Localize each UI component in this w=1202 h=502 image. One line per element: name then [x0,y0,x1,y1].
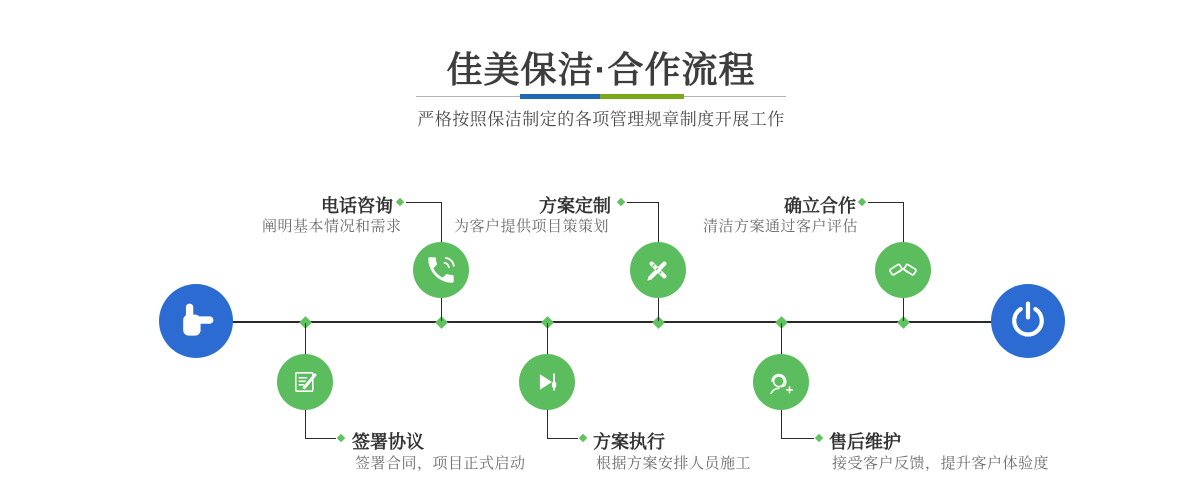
step-node-design [630,242,686,298]
step-desc: 签署合同，项目正式启动 [355,455,526,472]
connector-line [406,202,441,203]
step-title: 电话咨询 [321,196,393,216]
step-node-phone [413,242,469,298]
step-desc: 阐明基本情况和需求 [262,218,402,235]
step-title: 签署协议 [352,432,424,452]
connector-line [868,202,903,203]
handshake-icon [886,253,920,287]
step-title: 售后维护 [829,432,901,452]
page-subtitle: 严格按照保洁制定的各项管理规章制度开展工作 [417,110,785,129]
step-title: 方案执行 [593,432,665,452]
step-node-execute [519,354,575,410]
connector-line [305,438,336,439]
label-diamond [858,198,866,206]
step-desc: 根据方案安排人员施工 [596,455,752,472]
play-execute-icon [530,365,564,399]
label-diamond [579,434,587,442]
design-tools-icon [641,253,675,287]
connector-line [547,438,578,439]
timeline-start-node [159,284,233,358]
headset-support-icon [764,365,798,399]
step-node-aftercare [753,354,809,410]
label-diamond [337,434,345,442]
timeline-end-node [991,284,1065,358]
step-title: 方案定制 [539,196,611,216]
step-node-handshake [875,242,931,298]
step-title: 确立合作 [784,196,856,216]
title-divider-blue-segment [520,94,600,99]
connector-line [781,438,814,439]
step-desc: 清洁方案通过客户评估 [703,218,859,235]
label-diamond [617,198,625,206]
phone-call-icon [424,253,458,287]
label-diamond [815,434,823,442]
label-diamond [396,198,404,206]
title-divider-green-segment [600,94,684,99]
power-icon [1006,299,1050,343]
pointing-hand-icon [174,299,218,343]
step-desc: 接受客户反馈，提升客户体验度 [832,455,1050,472]
connector-line [627,202,658,203]
step-node-sign [277,354,333,410]
page-title: 佳美保洁·合作流程 [446,49,756,90]
step-desc: 为客户提供项目策策划 [454,218,610,235]
document-sign-icon [288,365,322,399]
